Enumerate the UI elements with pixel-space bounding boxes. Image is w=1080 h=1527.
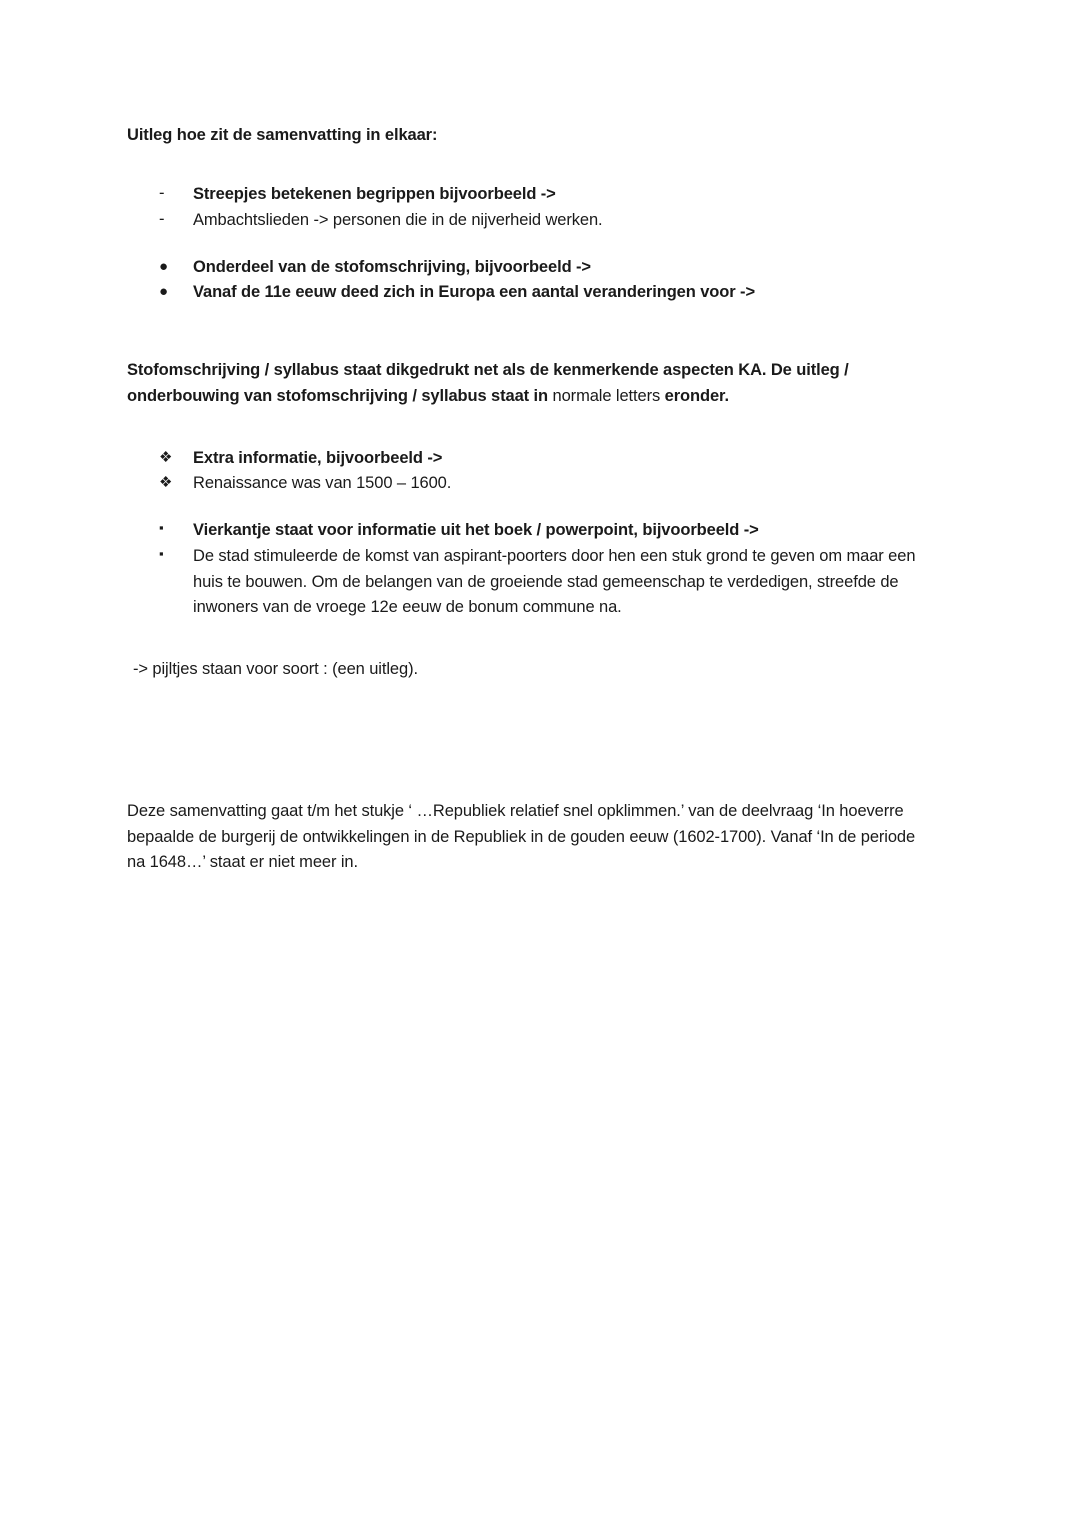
list-item — [127, 471, 937, 497]
disc-bullet-list — [127, 255, 937, 306]
list-item-label: Streepjes betekenen begrippen bijvoorbeeld -> — [193, 185, 556, 204]
spacer — [127, 410, 937, 446]
dash-bullet-icon: - — [159, 184, 165, 203]
document-content — [127, 124, 937, 876]
list-item-label: Vierkantje staat voor informatie uit het boek / powerpoint, bijvoorbeeld -> — [193, 521, 759, 540]
spacer — [127, 146, 937, 182]
page-title: Uitleg hoe zit de samenvatting in elkaar: — [127, 126, 438, 144]
list-item — [127, 544, 937, 621]
closing-paragraph: Deze samenvatting gaat t/m het stukje ‘ …Republiek relatief snel opklimmen.’ van de deelvraag ‘In hoeverre bepaalde de burgerij de ontwikkelingen in de Republiek in de gouden eeuw (1602-1700). Vanaf ‘In de periode na 1648…’ staat er niet meer in. — [127, 801, 916, 872]
paragraph-normal-part: normale letters — [552, 386, 665, 405]
spacer — [127, 234, 937, 255]
spacer — [127, 497, 937, 518]
mixed-format-paragraph — [127, 358, 937, 409]
list-item — [127, 255, 937, 281]
list-item-label: Ambachtslieden -> personen die in de nijverheid werken. — [193, 211, 603, 229]
square-bullet-icon: ▪ — [159, 520, 164, 536]
disc-bullet-icon: ● — [159, 283, 168, 301]
list-item — [127, 182, 937, 208]
spacer — [127, 778, 937, 799]
list-item — [127, 518, 937, 544]
spacer — [127, 683, 937, 778]
list-item-label: De stad stimuleerde de komst van aspirant-poorters door hen een stuk grond te geven om maar een huis te bouwen. Om de belangen van de groeiende stad gemeenschap te verdedigen, streefde de inwoners van de vroege 12e eeuw de bonum commune na. — [193, 546, 916, 617]
dash-bullet-list — [127, 182, 937, 233]
disc-bullet-icon: ● — [159, 257, 168, 275]
list-item-label: Onderdeel van de stofomschrijving, bijvoorbeeld -> — [193, 257, 591, 276]
list-item — [127, 208, 937, 234]
diamond-bullet-list — [127, 446, 937, 497]
list-item-label: Renaissance was van 1500 – 1600. — [193, 474, 452, 493]
list-item-label: Vanaf de 11e eeuw deed zich in Europa een aantal veranderingen voor -> — [193, 283, 755, 302]
spacer — [127, 621, 937, 657]
paragraph-bold-part-one: Stofomschrijving / syllabus staat dikgedrukt net als de kenmerkende aspecten KA. De uitleg / onderbouwing van stofomschrijving / syllabus staat in — [127, 361, 849, 405]
spacer — [127, 306, 937, 358]
diamond-bullet-icon: ❖ — [159, 474, 173, 492]
list-item-label: Extra informatie, bijvoorbeeld -> — [193, 448, 443, 467]
square-bullet-list — [127, 518, 937, 621]
list-item — [127, 280, 937, 306]
arrow-note: -> pijltjes staan voor soort : (een uitleg). — [133, 660, 418, 679]
dash-bullet-icon: - — [159, 210, 165, 228]
list-item — [127, 446, 937, 472]
paragraph-bold-part-two: eronder. — [664, 386, 729, 405]
square-bullet-icon: ▪ — [159, 545, 164, 561]
diamond-bullet-icon: ❖ — [159, 448, 173, 466]
